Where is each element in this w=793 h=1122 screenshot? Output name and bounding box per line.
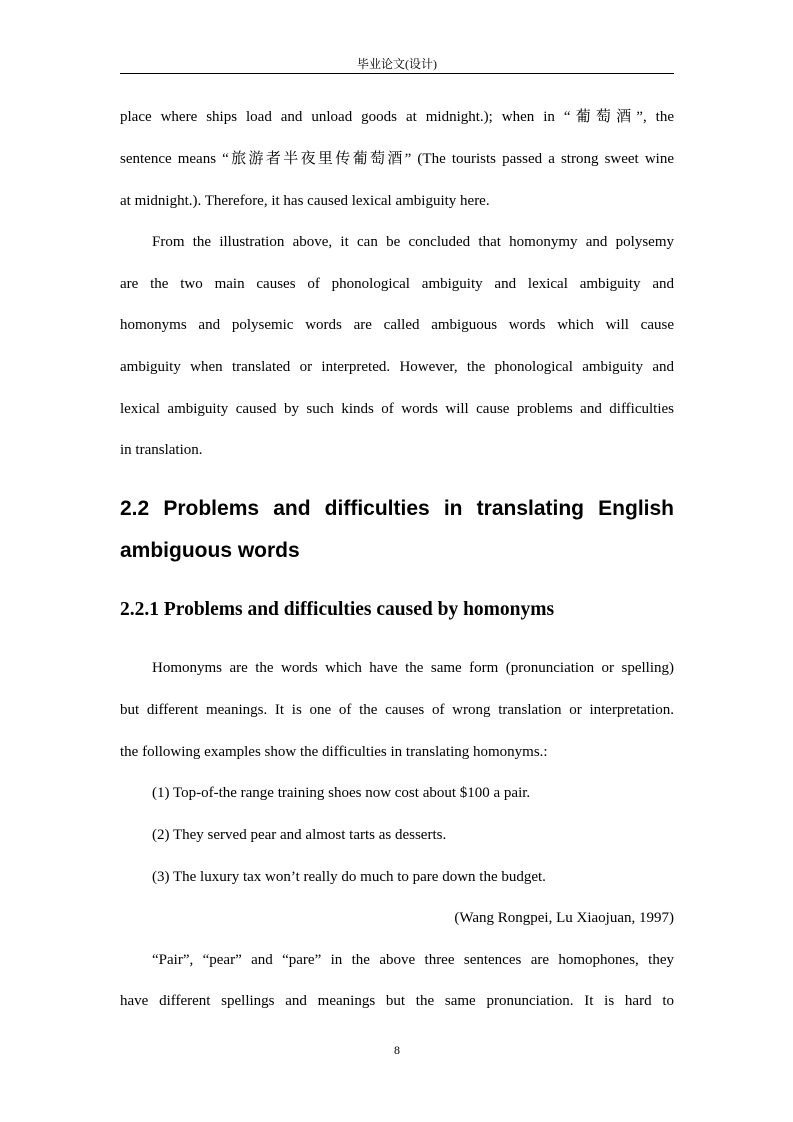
body-line: From the illustration above, it can be concluded that homonymy and polysemy xyxy=(152,234,674,250)
citation: (Wang Rongpei, Lu Xiaojuan, 1997) xyxy=(454,910,674,926)
section-heading: ambiguous words xyxy=(120,539,300,562)
body-line: have different spellings and meanings but the same pronunciation. It is hard to xyxy=(120,993,674,1009)
subsection-heading: 2.2.1 Problems and difficulties caused by homonyms xyxy=(120,599,555,620)
body-line: in translation. xyxy=(120,442,203,458)
body-line: at midnight.). Therefore, it has caused lexical ambiguity here. xyxy=(120,193,490,209)
body-line: are the two main causes of phonological ambiguity and lexical ambiguity and xyxy=(120,276,674,292)
page-number: 8 xyxy=(394,1043,400,1057)
body-line: homonyms and polysemic words are called ambiguous words which will cause xyxy=(120,317,674,333)
body-line: but different meanings. It is one of the causes of wrong translation or interpretation. xyxy=(120,702,674,718)
body-line: lexical ambiguity caused by such kinds of words will cause problems and difficulties xyxy=(120,401,674,417)
body-line: Homonyms are the words which have the same form (pronunciation or spelling) xyxy=(152,660,674,676)
example-sentence: (1) Top-of-the range training shoes now cost about $100 a pair. xyxy=(152,785,531,801)
body-line: “Pair”, “pear” and “pare” in the above three sentences are homophones, they xyxy=(152,952,674,968)
header-rule xyxy=(120,73,674,74)
section-heading: 2.2 Problems and difficulties in translating English xyxy=(120,497,674,520)
body-line: ambiguity when translated or interpreted. However, the phonological ambiguity and xyxy=(120,359,674,375)
body-line: place where ships load and unload goods at midnight.); when in “葡萄酒”, the xyxy=(120,109,674,125)
running-header: 毕业论文(设计) xyxy=(357,57,437,71)
example-sentence: (2) They served pear and almost tarts as desserts. xyxy=(152,827,447,843)
body-line: the following examples show the difficulties in translating homonyms.: xyxy=(120,744,548,760)
body-line: sentence means “旅游者半夜里传葡萄酒” (The tourists passed a strong sweet wine xyxy=(120,151,674,167)
example-sentence: (3) The luxury tax won’t really do much to pare down the budget. xyxy=(152,869,546,885)
